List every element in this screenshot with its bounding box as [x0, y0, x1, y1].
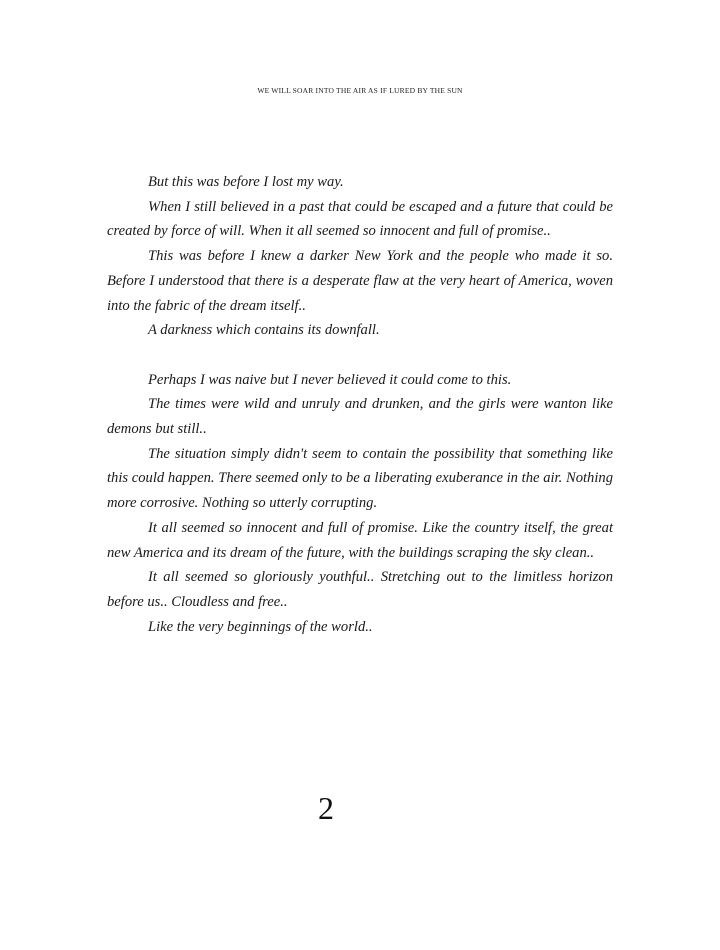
page-number: 2 [318, 790, 334, 826]
paragraph: A darkness which contains its downfall. [148, 322, 380, 339]
paragraph: Like the very beginnings of the world.. [148, 618, 373, 635]
paragraph: When I still believed in a past that could be escaped and a future that could be created by force of will. When it all seemed so innocent and full of promise.. [107, 198, 613, 240]
running-header: WE WILL SOAR INTO THE AIR AS IF LURED BY THE SUN [257, 86, 463, 95]
paragraph: It all seemed so gloriously youthful.. Stretching out to the limitless horizon before us.. Cloudless and free.. [107, 569, 613, 610]
paragraph: But this was before I lost my way. [148, 174, 344, 190]
paragraph: This was before I knew a darker New York and the people who made it so. Before I understood that there is a desperate flaw at the very heart of America, woven into the fabric of the dream itself.. [107, 248, 613, 314]
body-text [107, 170, 613, 639]
paragraph: It all seemed so innocent and full of promise. Like the country itself, the great new America and its dream of the future, with the buildings scraping the sky clean.. [107, 519, 613, 561]
paragraph: The times were wild and unruly and drunken, and the girls were wanton like demons but still.. [107, 396, 613, 438]
paragraph: Perhaps I was naive but I never believed it could come to this. [148, 371, 512, 388]
paragraph: The situation simply didn't seem to contain the possibility that something like this could happen. There seemed only to be a liberating exuberance in the air. Nothing more corrosive. Nothing so utterly corrupting. [107, 445, 613, 512]
